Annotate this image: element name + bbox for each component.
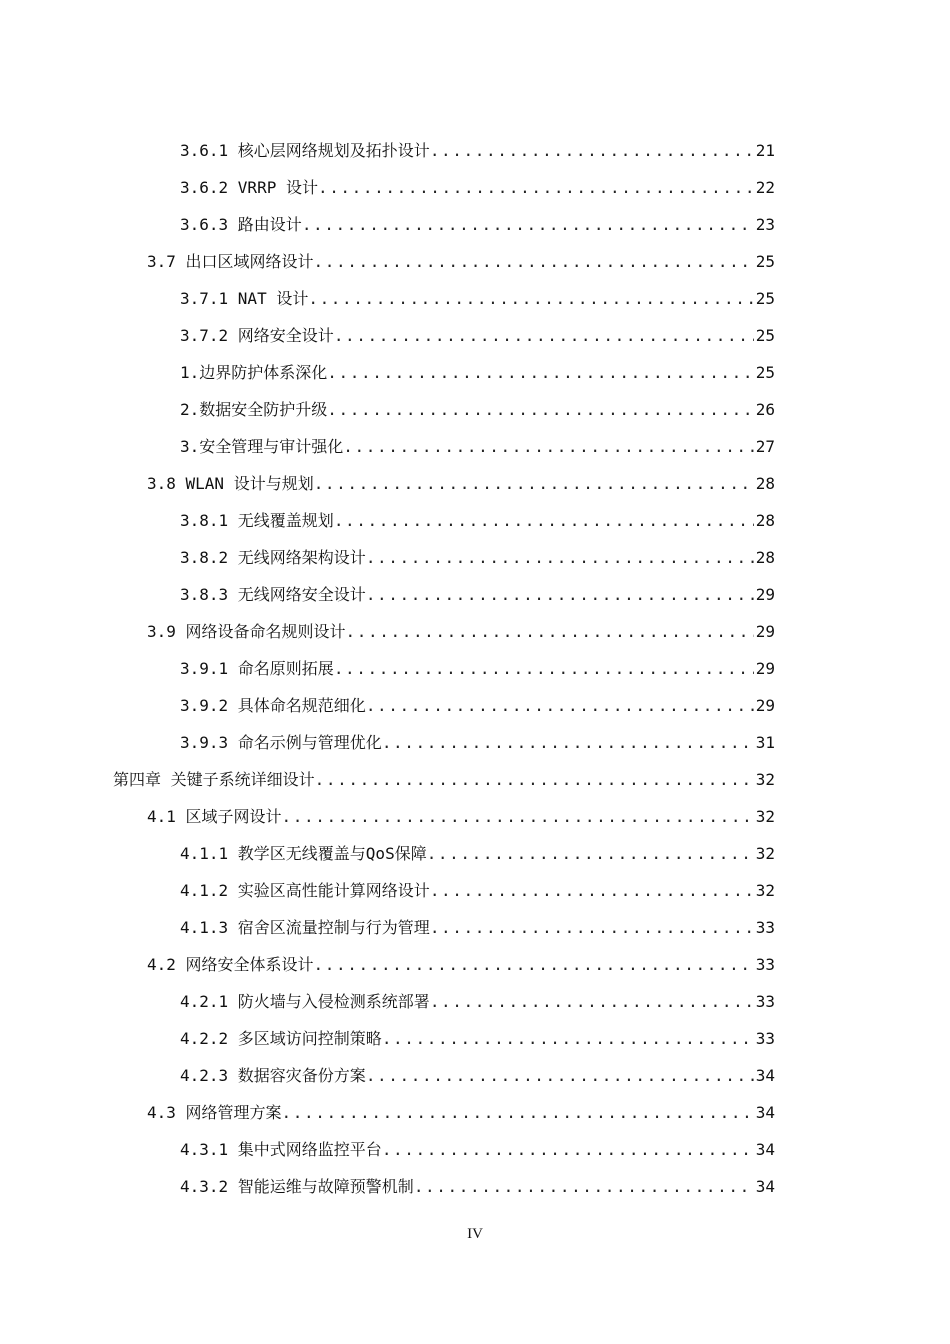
toc-dot-leader xyxy=(414,1168,754,1205)
page-footer-number: IV xyxy=(467,1226,483,1242)
toc-entry[interactable] xyxy=(180,169,775,206)
toc-entry[interactable] xyxy=(180,132,775,169)
toc-dot-leader xyxy=(382,1131,754,1168)
toc-entry-page-number: 25 xyxy=(755,252,775,271)
toc-entry-title: 4.1.1 教学区无线覆盖与QoS保障 xyxy=(180,844,427,863)
toc-entry-page-number: 29 xyxy=(755,696,775,715)
toc-entry[interactable] xyxy=(147,946,775,983)
toc-entry-title: 4.1 区域子网设计 xyxy=(147,807,282,826)
toc-entry-title: 3.9.2 具体命名规范细化 xyxy=(180,696,366,715)
toc-entry-title: 3.9 网络设备命名规则设计 xyxy=(147,622,346,641)
toc-entry-title: 3.8.3 无线网络安全设计 xyxy=(180,585,366,604)
toc-entry-page-number: 26 xyxy=(755,400,775,419)
toc-entry-title: 4.2 网络安全体系设计 xyxy=(147,955,314,974)
toc-entry-title: 4.2.2 多区域访问控制策略 xyxy=(180,1029,382,1048)
toc-entry-page-number: 28 xyxy=(755,511,775,530)
toc-entry[interactable] xyxy=(180,909,775,946)
toc-entry-page-number: 27 xyxy=(755,437,775,456)
toc-entry[interactable] xyxy=(147,613,775,650)
toc-entry-page-number: 34 xyxy=(755,1103,775,1122)
toc-entry[interactable] xyxy=(180,724,775,761)
toc-entry-page-number: 29 xyxy=(755,659,775,678)
toc-entry[interactable] xyxy=(180,1020,775,1057)
toc-entry-title: 2.数据安全防护升级 xyxy=(180,400,328,419)
toc-entry-title: 3.9.3 命名示例与管理优化 xyxy=(180,733,382,752)
toc-entry-page-number: 32 xyxy=(755,770,775,789)
toc-dot-leader xyxy=(334,650,754,687)
toc-entry[interactable] xyxy=(113,761,775,798)
toc-entry-title: 4.2.1 防火墙与入侵检测系统部署 xyxy=(180,992,430,1011)
toc-dot-leader xyxy=(314,946,754,983)
toc-entry-page-number: 28 xyxy=(755,548,775,567)
toc-dot-leader xyxy=(382,724,754,761)
toc-entry-title: 3.8.2 无线网络架构设计 xyxy=(180,548,366,567)
toc-dot-leader xyxy=(327,391,753,428)
toc-dot-leader xyxy=(430,132,754,169)
toc-entry[interactable] xyxy=(147,1094,775,1131)
toc-entry-page-number: 32 xyxy=(755,807,775,826)
toc-entry-title: 第四章 关键子系统详细设计 xyxy=(113,770,315,789)
toc-entry-title: 3.7.1 NAT 设计 xyxy=(180,289,309,308)
toc-entry-title: 3.6.2 VRRP 设计 xyxy=(180,178,318,197)
toc-dot-leader xyxy=(346,613,754,650)
toc-dot-leader xyxy=(282,798,754,835)
toc-entry-title: 3.6.3 路由设计 xyxy=(180,215,302,234)
toc-dot-leader xyxy=(430,983,754,1020)
toc-entry-title: 4.1.2 实验区高性能计算网络设计 xyxy=(180,881,430,900)
toc-entry[interactable] xyxy=(180,872,775,909)
toc-dot-leader xyxy=(427,835,754,872)
toc-entry-title: 4.3 网络管理方案 xyxy=(147,1103,282,1122)
toc-dot-leader xyxy=(315,761,754,798)
toc-entry-page-number: 22 xyxy=(755,178,775,197)
toc-dot-leader xyxy=(343,428,753,465)
toc-entry-page-number: 25 xyxy=(755,363,775,382)
toc-entry[interactable] xyxy=(180,317,775,354)
toc-entry-page-number: 33 xyxy=(755,918,775,937)
toc-entry-page-number: 31 xyxy=(755,733,775,752)
toc-entry-title: 4.2.3 数据容灾备份方案 xyxy=(180,1066,366,1085)
toc-entry[interactable] xyxy=(180,391,775,428)
toc-entry-page-number: 29 xyxy=(755,622,775,641)
toc-entry[interactable] xyxy=(180,687,775,724)
toc-dot-leader xyxy=(366,576,754,613)
toc-entry-page-number: 28 xyxy=(755,474,775,493)
toc-entry-page-number: 25 xyxy=(755,289,775,308)
toc-dot-leader xyxy=(334,502,754,539)
toc-dot-leader xyxy=(314,465,754,502)
toc-entry-page-number: 25 xyxy=(755,326,775,345)
toc-entry-title: 3.8 WLAN 设计与规划 xyxy=(147,474,314,493)
toc-entry-page-number: 23 xyxy=(755,215,775,234)
toc-entry-page-number: 32 xyxy=(755,881,775,900)
toc-dot-leader xyxy=(327,354,753,391)
toc-dot-leader xyxy=(366,1057,754,1094)
toc-entry[interactable] xyxy=(147,465,775,502)
toc-entry-title: 3.安全管理与审计强化 xyxy=(180,437,344,456)
toc-entry[interactable] xyxy=(180,576,775,613)
toc-entry[interactable] xyxy=(147,798,775,835)
toc-entry-title: 3.6.1 核心层网络规划及拓扑设计 xyxy=(180,141,430,160)
toc-entry[interactable] xyxy=(147,243,775,280)
toc-entry-title: 4.3.2 智能运维与故障预警机制 xyxy=(180,1177,414,1196)
toc-entry[interactable] xyxy=(180,1168,775,1205)
toc-entry-page-number: 21 xyxy=(755,141,775,160)
toc-entry[interactable] xyxy=(180,835,775,872)
toc-entry[interactable] xyxy=(180,354,775,391)
toc-entry-title: 4.1.3 宿舍区流量控制与行为管理 xyxy=(180,918,430,937)
toc-dot-leader xyxy=(318,169,754,206)
toc-dot-leader xyxy=(366,687,754,724)
toc-dot-leader xyxy=(308,280,753,317)
toc-entry-page-number: 29 xyxy=(755,585,775,604)
toc-entry[interactable] xyxy=(180,502,775,539)
toc-entry-page-number: 33 xyxy=(755,1029,775,1048)
toc-entry-page-number: 32 xyxy=(755,844,775,863)
toc-entry[interactable] xyxy=(180,650,775,687)
toc-entry-title: 1.边界防护体系深化 xyxy=(180,363,328,382)
toc-entry-page-number: 33 xyxy=(755,992,775,1011)
toc-entry-title: 3.7.2 网络安全设计 xyxy=(180,326,334,345)
toc-entry-page-number: 34 xyxy=(755,1066,775,1085)
toc-entry[interactable] xyxy=(180,428,775,465)
toc-dot-leader xyxy=(314,243,754,280)
toc-entry-title: 4.3.1 集中式网络监控平台 xyxy=(180,1140,382,1159)
toc-entry[interactable] xyxy=(180,280,775,317)
toc-entry-page-number: 34 xyxy=(755,1177,775,1196)
toc-entry-page-number: 34 xyxy=(755,1140,775,1159)
toc-dot-leader xyxy=(430,872,754,909)
toc-dot-leader xyxy=(366,539,754,576)
toc-dot-leader xyxy=(382,1020,754,1057)
toc-entry-page-number: 33 xyxy=(755,955,775,974)
toc-entry[interactable] xyxy=(180,1131,775,1168)
toc-entry-title: 3.9.1 命名原则拓展 xyxy=(180,659,334,678)
toc-dot-leader xyxy=(302,206,754,243)
toc-entry[interactable] xyxy=(180,1057,775,1094)
toc-dot-leader xyxy=(334,317,754,354)
toc-dot-leader xyxy=(282,1094,754,1131)
toc-dot-leader xyxy=(430,909,754,946)
toc-entry[interactable] xyxy=(180,206,775,243)
toc-entry-title: 3.8.1 无线覆盖规划 xyxy=(180,511,334,530)
toc-entry-title: 3.7 出口区域网络设计 xyxy=(147,252,314,271)
toc-entry[interactable] xyxy=(180,539,775,576)
toc-entry[interactable] xyxy=(180,983,775,1020)
